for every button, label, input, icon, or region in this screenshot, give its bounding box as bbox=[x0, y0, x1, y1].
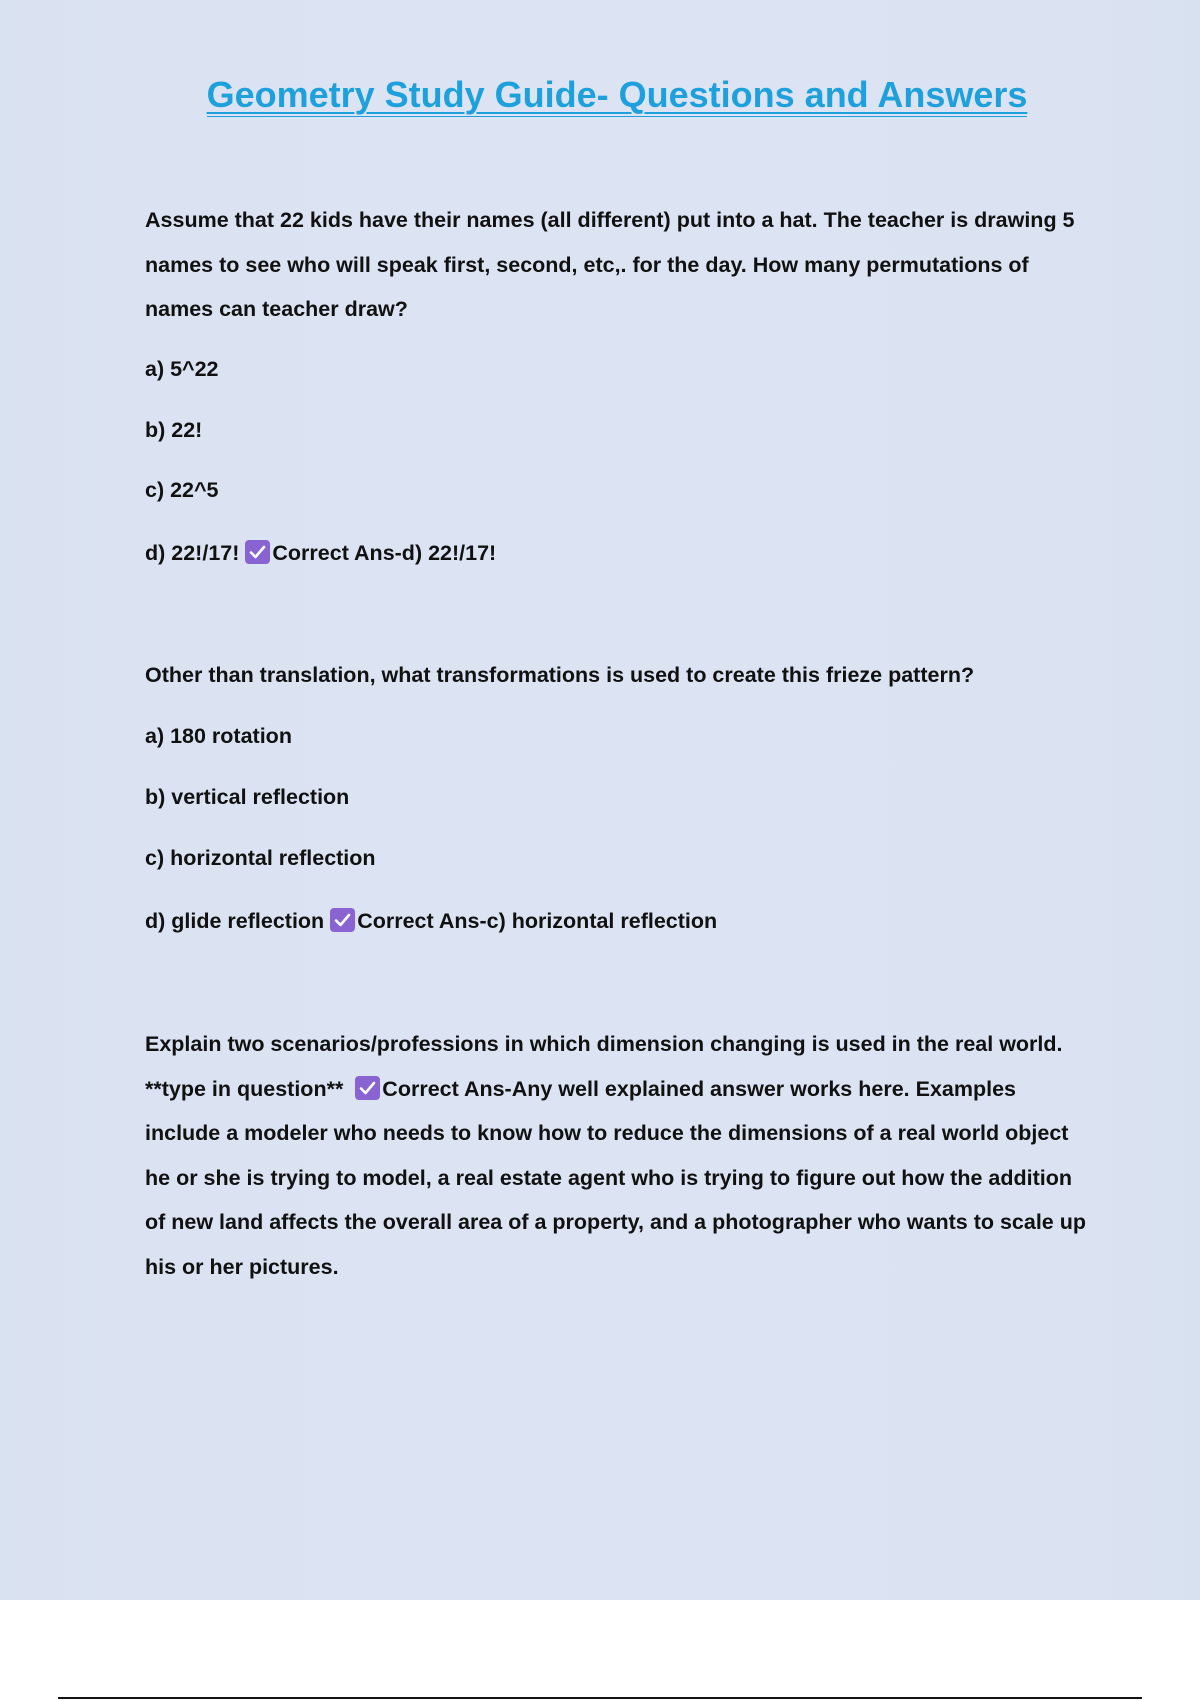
question-2-text: Other than translation, what transformations is used to create this frieze pattern? bbox=[145, 663, 975, 687]
question-2-answer: Correct Ans-c) horizontal reflection bbox=[357, 909, 718, 933]
page-title bbox=[0, 74, 1200, 116]
question-1-option-d-row bbox=[145, 540, 496, 566]
question-3-answer: Correct Ans-Any well explained answer works here. Examples include a modeler who needs to know how to reduce the dimensions of a real world object he or she is trying to model, a real estate agent who is trying to figure out how the addition of new land affects the overall area of a property, and a photographer who wants to scale up his or her pictures. bbox=[145, 1076, 1087, 1279]
question-3-paragraph bbox=[145, 1022, 1095, 1289]
checkbox-check-icon bbox=[245, 540, 270, 564]
question-2-option-d-row bbox=[145, 908, 717, 934]
question-2-option-c: c) horizontal reflection bbox=[145, 846, 376, 870]
question-1-option-c: c) 22^5 bbox=[145, 478, 219, 502]
footer-rule bbox=[58, 1697, 1142, 1699]
question-2-option-b: b) vertical reflection bbox=[145, 785, 350, 809]
question-2-option-d: d) glide reflection bbox=[145, 909, 325, 933]
page-title-text: Geometry Study Guide- Questions and Answers bbox=[206, 74, 1028, 115]
question-1-text: Assume that 22 kids have their names (all different) put into a hat. The teacher is drawing 5 names to see who will speak first, second, etc,. for the day. How many permutations of names can teacher draw? bbox=[145, 208, 1075, 321]
question-2-option-a: a) 180 rotation bbox=[145, 724, 292, 748]
question-1-option-b: b) 22! bbox=[145, 418, 203, 442]
checkbox-check-icon bbox=[330, 908, 355, 932]
checkbox-check-icon bbox=[355, 1076, 380, 1100]
question-1-option-a: a) 5^22 bbox=[145, 357, 219, 381]
question-3-text: Explain two scenarios/professions in which dimension changing is used in the real world. **type in question** bbox=[145, 1032, 1063, 1101]
question-1-option-d: d) 22!/17! bbox=[145, 541, 240, 565]
question-1-answer: Correct Ans-d) 22!/17! bbox=[272, 541, 497, 565]
